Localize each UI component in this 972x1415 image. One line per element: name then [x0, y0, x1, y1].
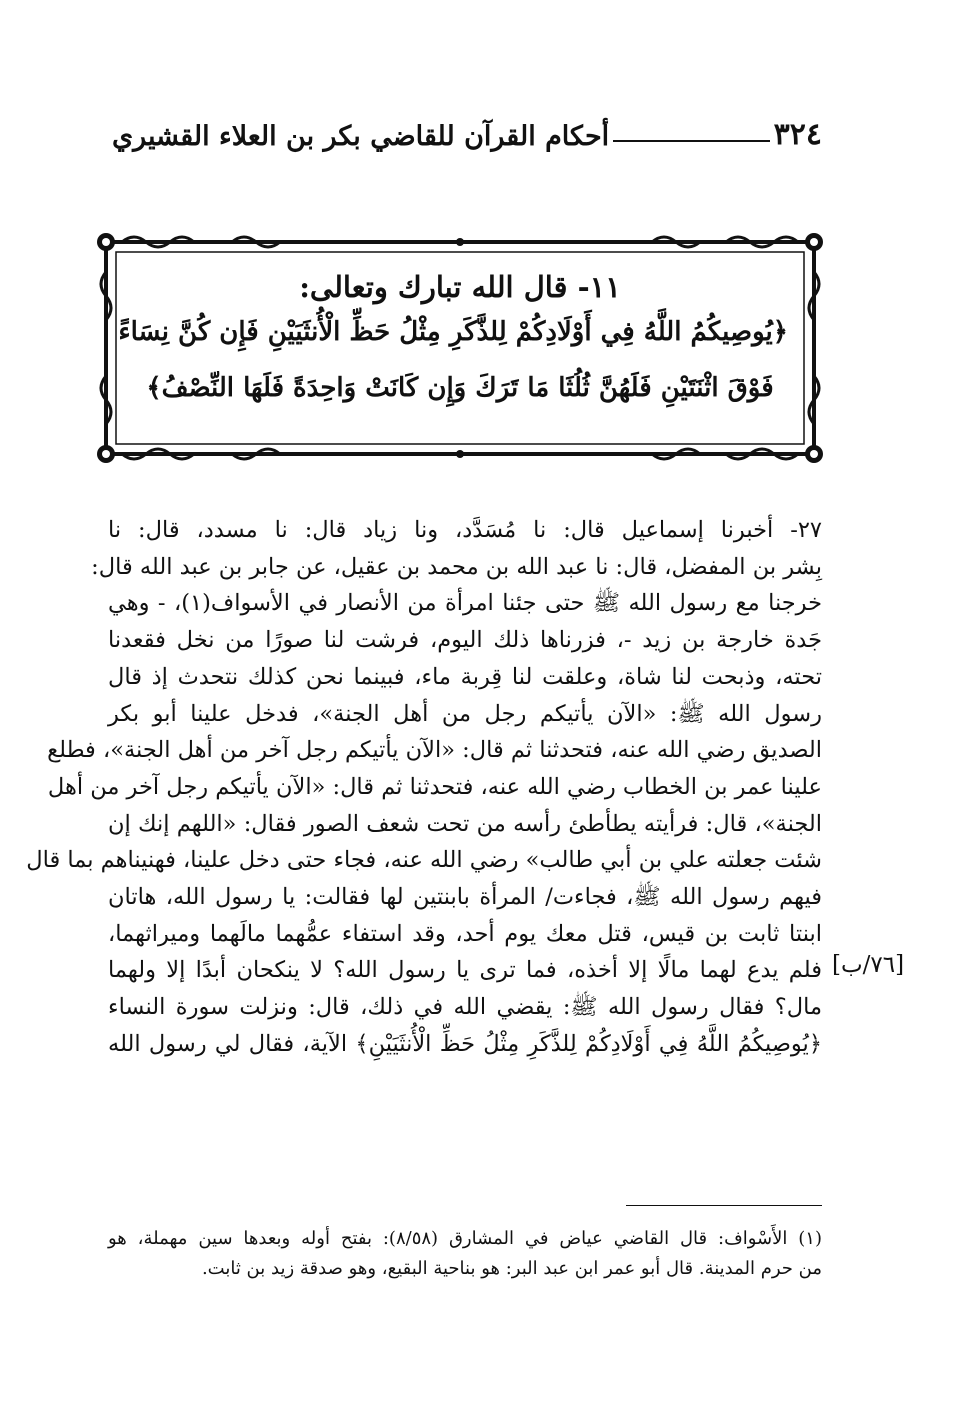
text-line: شئت جعلته علي بن أبي طالب» رضي الله عنه، فجاء حتى دخل علينا، فهنيناهم بما قال	[26, 847, 822, 874]
quran-verse-line: ﴿يُوصِيكُمُ اللَّهُ فِي أَوْلَادِكُمْ لِلذَّكَرِ مِثْلُ حَظِّ الْأُنثَيَيْنِ فَإِن كُنَّ نِسَاءً	[118, 317, 788, 347]
text-line: ﴿يُوصِيكُمُ اللَّهُ فِي أَوْلَادِكُمْ لِلذَّكَرِ مِثْلُ حَظِّ الْأُنثَيَيْنِ﴾ الآية، فقال لي رسول الله	[108, 1030, 822, 1057]
page-number: ٣٢٤	[773, 117, 822, 152]
footnote-line: (١) الأَسْواف: قال القاضي عياض في المشارق (٨/٥٨): بفتح أوله وبعدها سين مهملة، هو	[108, 1228, 822, 1249]
text-line: علينا عمر بن الخطاب رضي الله عنه، فتحدثنا ثم قال: «الآن يأتيكم رجل آخر من أهل	[47, 773, 822, 800]
text-line: خرجنا مع رسول الله ﷺ حتى جئنا امرأة من الأنصار في الأسواف(١)، - وهي	[108, 590, 822, 617]
book-title: أحكام القرآن للقاضي بكر بن العلاء القشيري	[112, 121, 610, 152]
text-line: فيهم رسول الله ﷺ، فجاءت/ المرأة بابنتين لها فقالت: يا رسول الله، هاتان	[108, 884, 822, 911]
text-line: فلم يدع لهما مالًا إلا أخذه، فما ترى يا رسول الله؟ لا ينكحان أبدًا إلا ولهما	[108, 957, 822, 984]
frame-content	[118, 264, 788, 434]
text-line: الصديق رضي الله عنه، فتحدثنا ثم قال: «الآن يأتيكم رجل آخر من أهل الجنة»، فطلع	[47, 737, 822, 764]
section-title: ١١- قال الله تبارك وتعالى:	[299, 270, 621, 304]
running-header	[112, 108, 822, 152]
text-line: الجنة»، قال: فرأيته يطأطئ رأسه من تحت شعف الصور فقال: «اللهم إنك إن	[108, 810, 822, 837]
text-line: ٢٧- أخبرنا إسماعيل قال: نا مُسَدَّد، ونا زياد قال: نا مسدد، قال: نا	[108, 517, 822, 543]
text-line: بِشر بن المفضل، قال: نا عبد الله بن محمد بن عقيل، عن جابر بن عبد الله قال:	[91, 553, 822, 580]
text-line: تحته، وذبحت لنا شاة، وعلقت لنا قِربة ماء، فبينما نحن كذلك نتحدث إذ قال	[108, 663, 822, 690]
footnotes	[108, 1224, 822, 1284]
text-line: جَدة خارجة بن زيد -، فزرناها ذلك اليوم، فرشت لنا صورًا من نخل فقعدنا	[108, 627, 822, 654]
quran-verse-line: فَوْقَ اثْنَتَيْنِ فَلَهُنَّ ثُلُثَا مَا تَرَكَ وَإِن كَانَتْ وَاحِدَةً فَلَهَا النِّصْفُ﴾	[146, 373, 774, 403]
text-line: مال؟ فقال رسول الله ﷺ: يقضي الله في ذلك، قال: ونزلت سورة النساء	[108, 994, 822, 1021]
ornamental-frame	[92, 232, 828, 464]
main-text	[26, 512, 822, 1063]
header-rule	[613, 140, 770, 142]
footnote-separator	[626, 1205, 822, 1206]
manuscript-folio-marker: [٧٦/ب]	[832, 952, 905, 978]
text-line: ابنتا ثابت بن قيس، قتل معك يوم أحد، وقد استفاء عمُّهما مالَهما وميراثهما،	[108, 920, 822, 947]
footnote-line: من حرم المدينة. قال أبو عمر ابن عبد البر: هو بناحية البقيع، وهو صدقة زيد بن ثابت.	[201, 1258, 822, 1279]
text-line: رسول الله ﷺ: «الآن يأتيكم رجل من أهل الجنة»، فدخل علينا أبو بكر	[108, 700, 822, 727]
